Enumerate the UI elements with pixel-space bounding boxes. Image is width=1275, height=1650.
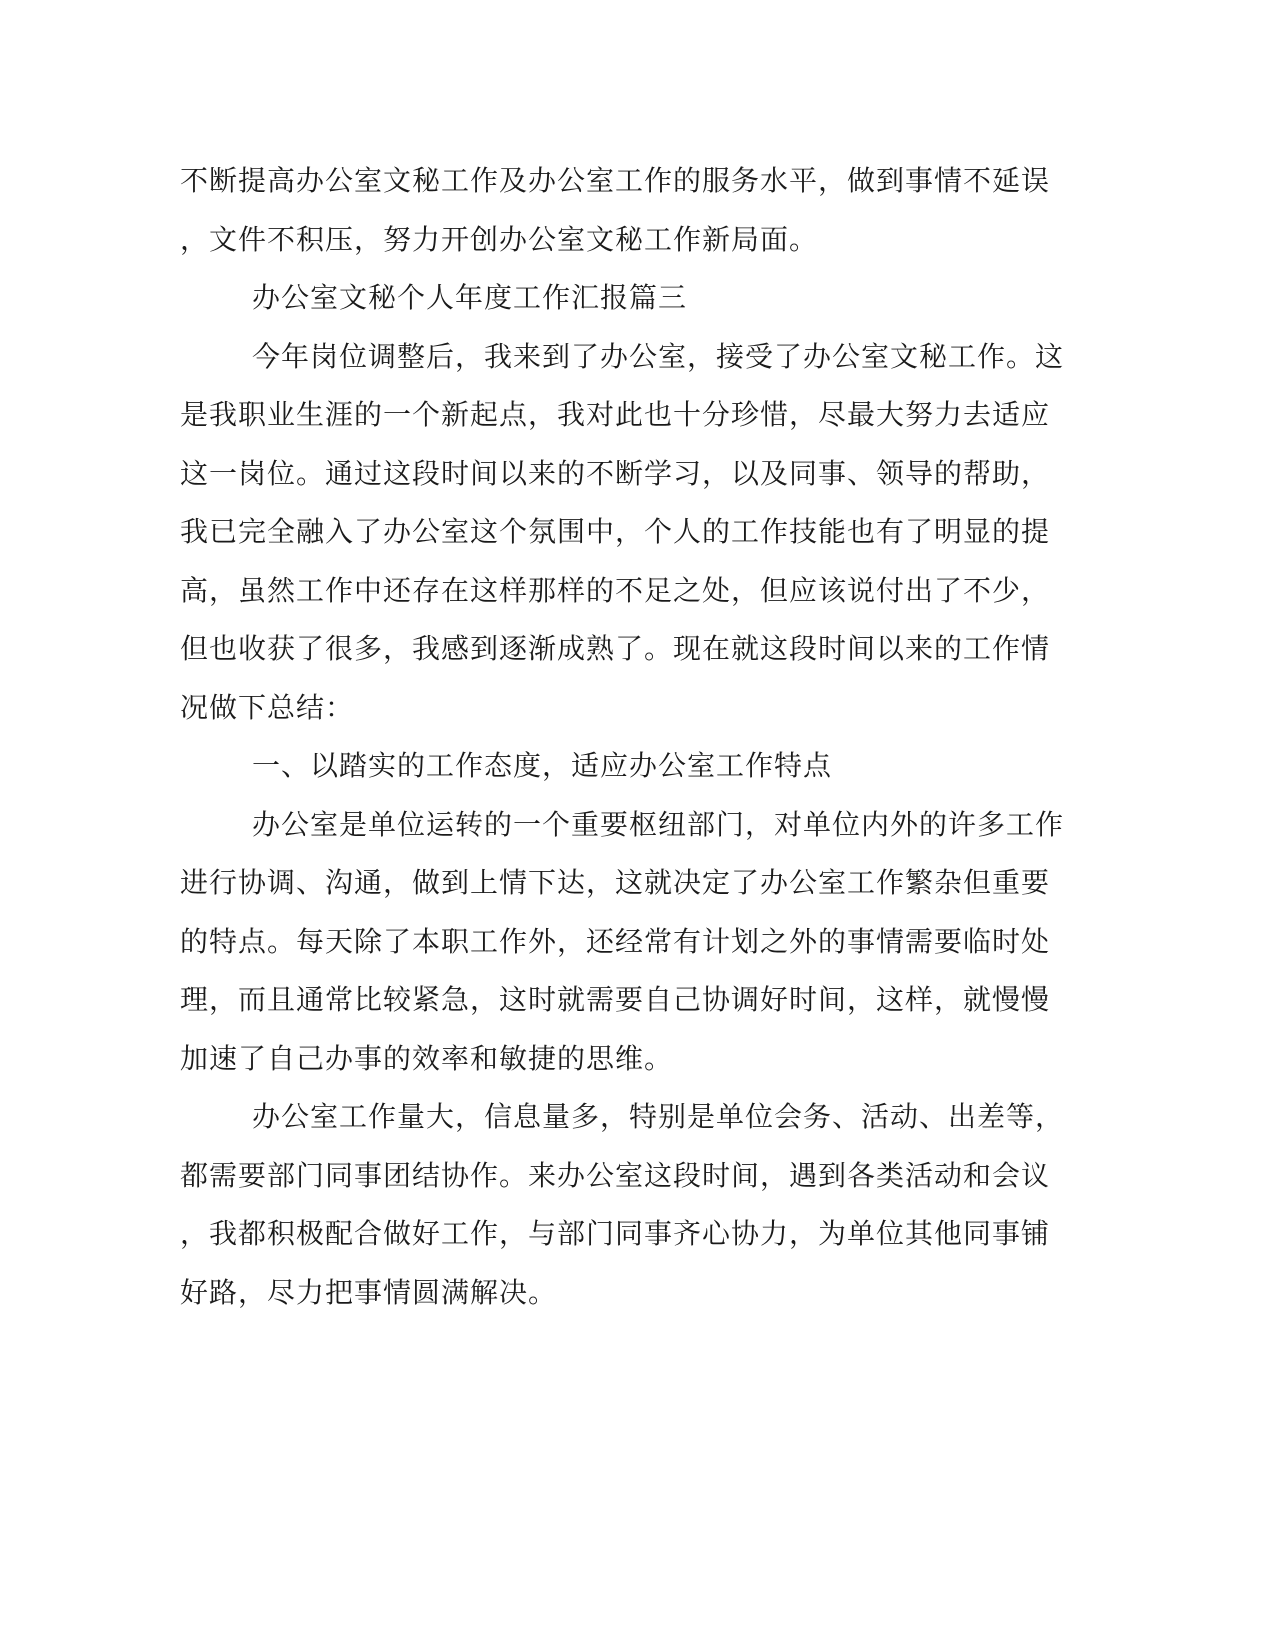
section-title: 办公室文秘个人年度工作汇报篇三 <box>252 281 688 314</box>
text-line: 加速了自己办事的效率和敏捷的思维。 <box>180 1041 674 1075</box>
paragraph-first-line: 今年岗位调整后，我来到了办公室，接受了办公室文秘工作。这 <box>252 339 1065 373</box>
document-body <box>180 152 1065 1322</box>
subheading: 一、以踏实的工作态度，适应办公室工作特点 <box>252 749 833 782</box>
text-line: 进行协调、沟通，做到上情下达，这就决定了办公室工作繁杂但重要 <box>180 866 1051 899</box>
text-line: 理，而且通常比较紧急，这时就需要自己协调好时间，这样，就慢慢 <box>180 983 1051 1016</box>
text-line: 况做下总结： <box>180 690 355 724</box>
text-line: 好路，尽力把事情圆满解决。 <box>180 1275 558 1309</box>
paragraph-first-line: 办公室工作量大，信息量多，特别是单位会务、活动、出差等， <box>252 1100 1065 1133</box>
text-line: 的特点。每天除了本职工作外，还经常有计划之外的事情需要临时处 <box>180 924 1051 958</box>
text-line: 我已完全融入了办公室这个氛围中，个人的工作技能也有了明显的提 <box>180 515 1051 548</box>
text-line: 不断提高办公室文秘工作及办公室工作的服务水平，做到事情不延误 <box>180 164 1051 197</box>
text-line: 高，虽然工作中还存在这样那样的不足之处，但应该说付出了不少， <box>180 573 1051 607</box>
text-line: 但也收获了很多，我感到逐渐成熟了。现在就这段时间以来的工作情 <box>180 632 1051 665</box>
text-line: 这一岗位。通过这段时间以来的不断学习，以及同事、领导的帮助， <box>180 456 1051 490</box>
text-line: ，文件不积压，努力开创办公室文秘工作新局面。 <box>180 222 819 256</box>
text-line: 是我职业生涯的一个新起点，我对此也十分珍惜，尽最大努力去适应 <box>180 398 1051 431</box>
paragraph-first-line: 办公室是单位运转的一个重要枢纽部门，对单位内外的许多工作 <box>252 807 1065 841</box>
text-line: ，我都积极配合做好工作，与部门同事齐心协力，为单位其他同事铺 <box>180 1217 1051 1250</box>
text-line: 都需要部门同事团结协作。来办公室这段时间，遇到各类活动和会议 <box>180 1158 1051 1192</box>
